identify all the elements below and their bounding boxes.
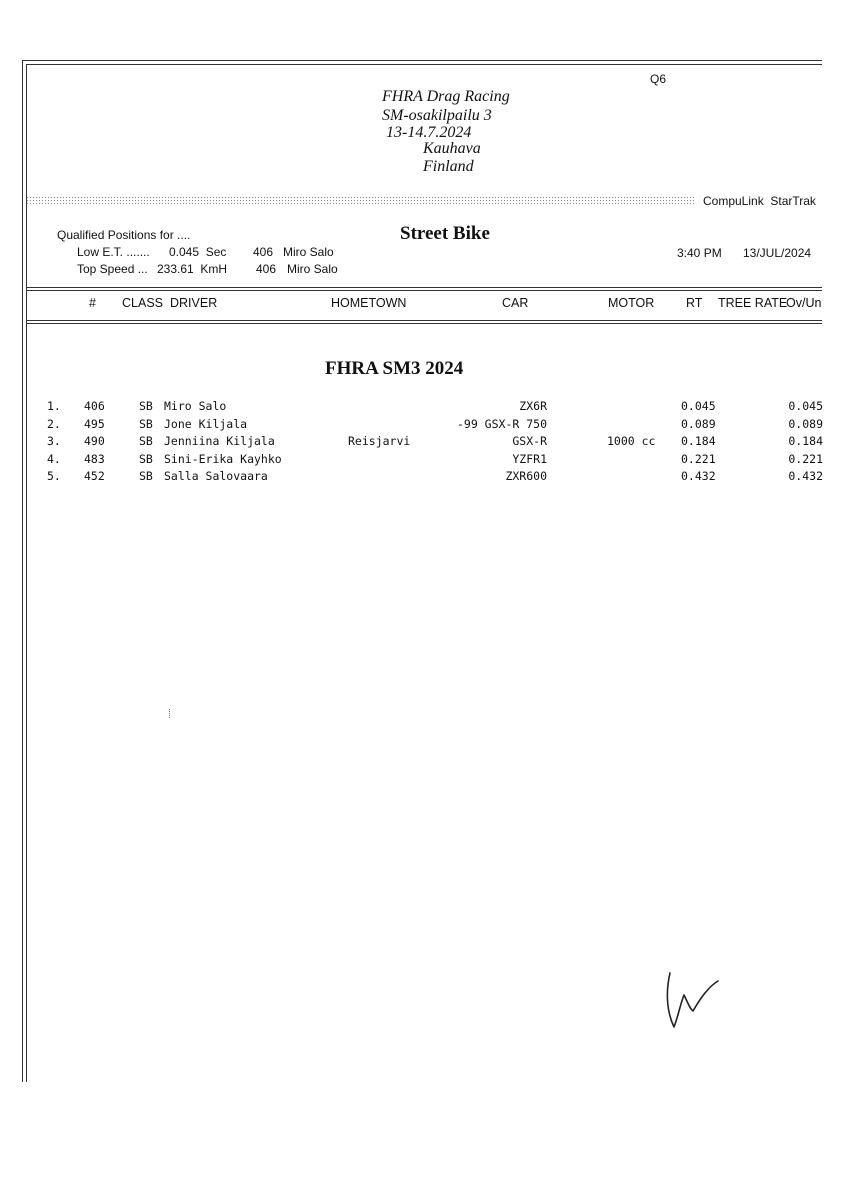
top-speed-label: Top Speed ... — [77, 262, 148, 276]
table-row — [0, 469, 848, 487]
event-title: FHRA Drag Racing — [382, 88, 510, 105]
row-rt: 0.221 — [681, 451, 716, 466]
top-speed-driver: Miro Salo — [287, 262, 338, 276]
left-border-line-inner — [26, 64, 27, 1082]
row-position: 5. — [47, 469, 61, 483]
column-header-bottom-rule — [26, 320, 822, 321]
report-time: 3:40 PM — [677, 246, 722, 260]
event-subtitle: SM-osakilpailu 3 — [382, 107, 492, 124]
row-car: YZFR1 — [512, 451, 547, 466]
row-position: 4. — [47, 451, 61, 466]
row-rt: 0.089 — [681, 416, 716, 431]
row-class: SB — [139, 469, 153, 483]
col-header-hometown: HOMETOWN — [331, 296, 407, 310]
row-ov-un: 0.045 — [788, 399, 823, 413]
column-header-top-rule-2 — [26, 290, 822, 291]
row-number: 490 — [84, 434, 105, 448]
event-city: Kauhava — [423, 140, 481, 157]
row-rt: 0.432 — [681, 469, 716, 483]
column-header-top-rule — [26, 287, 822, 288]
top-border-line — [22, 60, 822, 61]
low-et-value: 0.045 Sec — [169, 245, 227, 259]
table-row — [0, 452, 848, 470]
top-speed-value: 233.61 KmH — [157, 262, 228, 276]
row-car: ZXR600 — [505, 469, 547, 483]
col-header-class: CLASS — [122, 296, 163, 310]
col-header-tree-rate: TREE RATE — [718, 296, 788, 310]
software-label: CompuLink StarTrak — [703, 194, 816, 208]
col-header-ov-un: Ov/Un — [786, 296, 822, 310]
row-driver: Sini-Erika Kayhko — [164, 451, 282, 466]
table-row — [0, 417, 848, 435]
row-driver: Salla Salovaara — [164, 469, 268, 483]
signature — [660, 965, 730, 1040]
table-row — [0, 399, 848, 417]
top-border-line-inner — [26, 64, 822, 65]
col-header-car: CAR — [502, 296, 529, 310]
row-class: SB — [139, 434, 153, 448]
row-driver: Miro Salo — [164, 399, 227, 413]
row-motor: 1000 cc — [607, 434, 656, 448]
col-header-motor: MOTOR — [608, 296, 655, 310]
event-dates: 13-14.7.2024 — [386, 124, 472, 141]
category-title: Street Bike — [400, 223, 490, 244]
left-border-line — [22, 60, 23, 1082]
low-et-driver: Miro Salo — [283, 245, 334, 259]
row-position: 2. — [47, 416, 61, 431]
low-et-number: 406 — [253, 245, 274, 259]
row-driver: Jone Kiljala — [164, 416, 248, 431]
row-number: 495 — [84, 416, 105, 431]
row-position: 1. — [47, 399, 61, 413]
row-car: -99 GSX-R 750 — [456, 416, 547, 431]
row-number: 406 — [84, 399, 105, 413]
low-et-label: Low E.T. ....... — [77, 245, 150, 259]
report-date: 13/JUL/2024 — [743, 246, 812, 260]
row-ov-un: 0.184 — [788, 434, 823, 448]
dotted-separator — [26, 196, 694, 206]
row-driver: Jenniina Kiljala — [164, 434, 275, 448]
row-car: ZX6R — [519, 399, 547, 413]
qualified-label: Qualified Positions for .... — [57, 228, 191, 242]
row-class: SB — [139, 416, 153, 431]
top-speed-number: 406 — [256, 262, 277, 276]
row-class: SB — [139, 451, 153, 466]
col-header-driver: DRIVER — [170, 296, 218, 310]
column-header-bottom-rule-2 — [26, 323, 822, 324]
row-number: 483 — [84, 451, 105, 466]
table-row — [0, 434, 848, 452]
col-header-rt: RT — [686, 296, 703, 310]
report-code: Q6 — [650, 72, 667, 86]
event-country: Finland — [423, 158, 474, 175]
section-title: FHRA SM3 2024 — [325, 358, 464, 379]
row-position: 3. — [47, 434, 61, 448]
row-ov-un: 0.432 — [788, 469, 823, 483]
row-rt: 0.184 — [681, 434, 716, 448]
col-header-num: # — [89, 296, 96, 310]
row-class: SB — [139, 399, 153, 413]
row-hometown: Reisjarvi — [348, 434, 411, 448]
stray-mark — [169, 709, 171, 718]
row-rt: 0.045 — [681, 399, 716, 413]
row-number: 452 — [84, 469, 105, 483]
row-ov-un: 0.089 — [788, 416, 823, 431]
row-ov-un: 0.221 — [788, 451, 823, 466]
row-car: GSX-R — [512, 434, 547, 448]
